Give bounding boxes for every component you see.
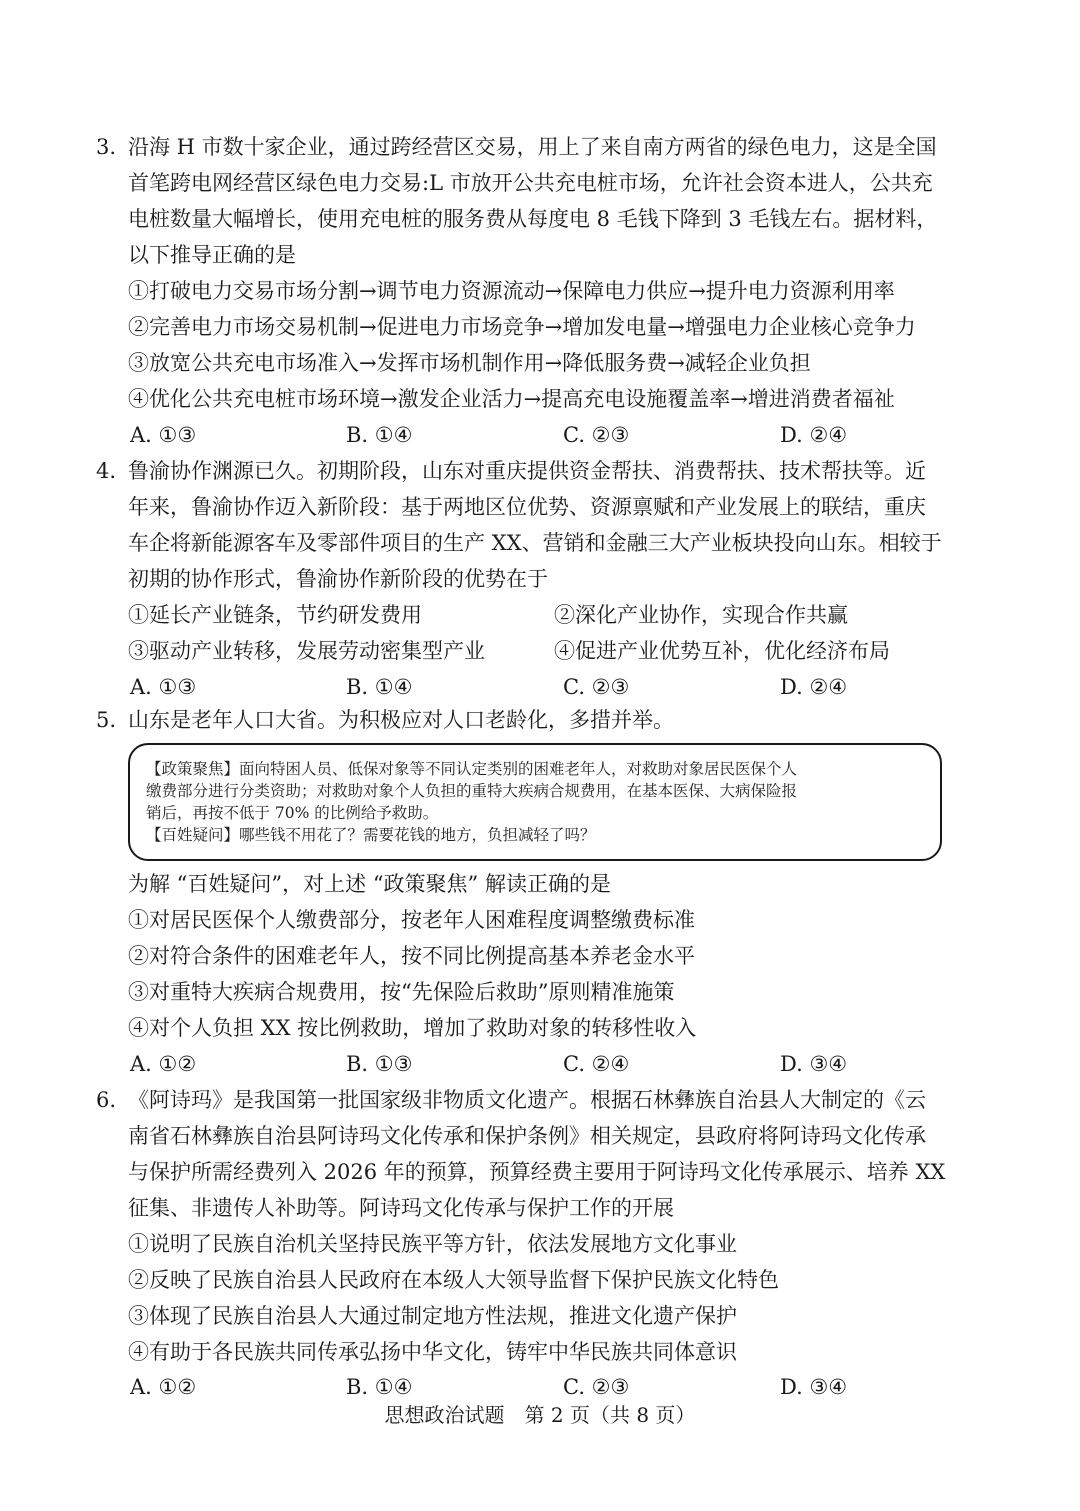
question-6-item: ②反映了民族自治县人民政府在本级人大领导监督下保护民族文化特色 [128, 1268, 779, 1292]
question-6-item: ④有助于各民族共同传承弘扬中华文化，铸牢中华民族共同体意识 [128, 1340, 737, 1364]
question-4-item: ③驱动产业转移，发展劳动密集型产业 [128, 639, 485, 663]
question-5-option-a: A. ①② [130, 1052, 197, 1076]
question-6-stem-line: 《阿诗玛》是我国第一批国家级非物质文化遗产。根据石林彝族自治县人大制定的《云 [128, 1088, 926, 1112]
question-4-option-a: A. ①③ [130, 675, 197, 699]
question-6-stem-line: 征集、非遗传人补助等。阿诗玛文化传承与保护工作的开展 [128, 1196, 674, 1220]
question-3-option-a: A. ①③ [130, 423, 197, 447]
question-5-stem: 山东是老年人口大省。为积极应对人口老龄化，多措并举。 [128, 708, 674, 732]
question-5-item: ③对重特大疾病合规费用，按“先保险后救助”原则精准施策 [128, 980, 675, 1004]
question-3-item: ①打破电力交易市场分割→调节电力资源流动→保障电力供应→提升电力资源利用率 [128, 279, 895, 303]
question-4-stem-line: 初期的协作形式，鲁渝协作新阶段的优势在于 [128, 567, 548, 591]
question-3-option-b: B. ①④ [346, 423, 413, 447]
question-4-stem-line: 车企将新能源客车及零部件项目的生产 XX、营销和金融三大产业板块投向山东。相较于 [128, 531, 942, 555]
question-6-item: ③体现了民族自治县人大通过制定地方性法规，推进文化遗产保护 [128, 1304, 737, 1328]
question-4-option-c: C. ②③ [563, 675, 630, 699]
question-4-option-b: B. ①④ [346, 675, 413, 699]
policy-box-line: 【百姓疑问】哪些钱不用花了？需要花钱的地方，负担减轻了吗？ [146, 826, 596, 844]
question-6-item: ①说明了民族自治机关坚持民族平等方针，依法发展地方文化事业 [128, 1232, 737, 1256]
policy-box-line: 【政策聚焦】面向特困人员、低保对象等不同认定类别的困难老年人，对救助对象居民医保个人 [146, 760, 798, 778]
question-6-option-d: D. ③④ [780, 1375, 848, 1399]
question-5-item: ④对个人负担 XX 按比例救助，增加了救助对象的转移性收入 [128, 1016, 697, 1040]
question-6-number: 6. [96, 1088, 117, 1112]
question-4-item: ②深化产业协作，实现合作共赢 [554, 603, 848, 627]
question-6-option-a: A. ①② [130, 1375, 197, 1399]
question-5-item: ①对居民医保个人缴费部分，按老年人困难程度调整缴费标准 [128, 908, 695, 932]
question-4-item: ④促进产业优势互补，优化经济布局 [554, 639, 890, 663]
page-footer: 思想政治试题 第 2 页（共 8 页） [384, 1403, 696, 1427]
question-5-option-b: B. ①③ [346, 1052, 413, 1076]
question-4-option-d: D. ②④ [780, 675, 848, 699]
question-3-number: 3. [96, 135, 117, 159]
question-3-item: ④优化公共充电桩市场环境→激发企业活力→提高充电设施覆盖率→增进消费者福祉 [128, 387, 895, 411]
question-3-stem-line: 首笔跨电网经营区绿色电力交易:L 市放开公共充电桩市场，允许社会资本进人，公共充 [128, 171, 933, 195]
question-3-stem-line: 电桩数量大幅增长，使用充电桩的服务费从每度电 8 毛钱下降到 3 毛钱左右。据材料， [128, 207, 938, 231]
question-5-question: 为解 “百姓疑问”，对上述 “政策聚焦” 解读正确的是 [128, 872, 611, 896]
question-5-item: ②对符合条件的困难老年人，按不同比例提高基本养老金水平 [128, 944, 695, 968]
question-4-number: 4. [96, 459, 117, 483]
question-4-stem-line: 鲁渝协作渊源已久。初期阶段，山东对重庆提供资金帮扶、消费帮扶、技术帮扶等。近 [128, 459, 926, 483]
question-3-option-d: D. ②④ [780, 423, 848, 447]
policy-box-line: 销后，再按不低于 70% 的比例给予救助。 [146, 804, 439, 822]
question-3-item: ③放宽公共充电市场准入→发挥市场机制作用→降低服务费→减轻企业负担 [128, 351, 811, 375]
question-5-option-c: C. ②④ [563, 1052, 630, 1076]
question-3-stem-line: 沿海 H 市数十家企业，通过跨经营区交易，用上了来自南方两省的绿色电力，这是全国 [128, 135, 937, 159]
question-6-stem-line: 与保护所需经费列入 2026 年的预算，预算经费主要用于阿诗玛文化传承展示、培养 XX [128, 1160, 946, 1184]
question-6-option-c: C. ②③ [563, 1375, 630, 1399]
question-4-item: ①延长产业链条，节约研发费用 [128, 603, 422, 627]
question-3-stem-line: 以下推导正确的是 [128, 243, 296, 267]
question-6-option-b: B. ①④ [346, 1375, 413, 1399]
question-6-stem-line: 南省石林彝族自治县阿诗玛文化传承和保护条例》相关规定，县政府将阿诗玛文化传承 [128, 1124, 926, 1148]
question-5-number: 5. [96, 708, 117, 732]
question-3-option-c: C. ②③ [563, 423, 630, 447]
question-5-option-d: D. ③④ [780, 1052, 848, 1076]
question-3-item: ②完善电力市场交易机制→促进电力市场竞争→增加发电量→增强电力企业核心竞争力 [128, 315, 916, 339]
policy-box-line: 缴费部分进行分类资助；对救助对象个人负担的重特大疾病合规费用，在基本医保、大病保险报 [146, 782, 798, 800]
question-4-stem-line: 年来，鲁渝协作迈入新阶段：基于两地区位优势、资源禀赋和产业发展上的联结，重庆 [128, 495, 926, 519]
